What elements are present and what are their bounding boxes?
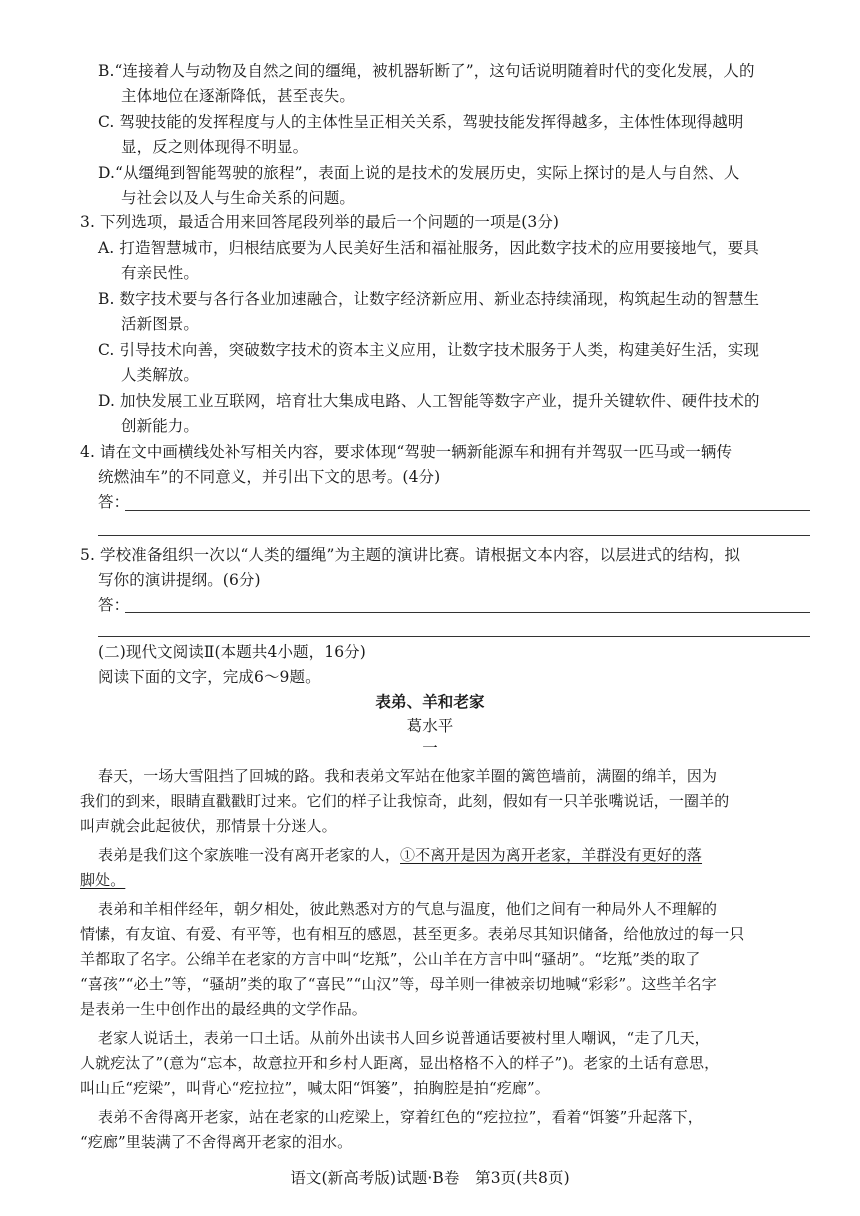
passage-author: 葛水平 [406, 717, 454, 735]
page-footer: 语文(新高考版)试题·B卷 第3页(共8页) [290, 1169, 570, 1187]
q4-answer-line-2[interactable] [98, 535, 810, 536]
q5-stem-line2: 写你的演讲提纲。(6分) [98, 571, 261, 589]
passage-p1-line3: 叫声就会此起彼伏，那情景十分迷人。 [80, 817, 337, 835]
q2-option-b-line1: B.“连接着人与动物及自然之间的缰绳，被机器斩断了”，这句话说明随着时代的变化发展，人的 [98, 62, 755, 80]
q3-option-b-line1: B. 数字技术要与各行各业加速融合，让数字经济新应用、新业态持续涌现，构筑起生动的智慧生 [98, 290, 760, 308]
passage-p3-line2: 情愫，有友谊、有爱、有平等，也有相互的感恩，甚至更多。表弟尽其知识储备，给他放过的每一只 [80, 925, 745, 943]
q3-option-c-line2: 人类解放。 [121, 366, 200, 384]
q2-option-c-line2: 显，反之则体现得不明显。 [121, 138, 309, 156]
q3-option-a-line1: A. 打造智慧城市，归根结底要为人民美好生活和福祉服务，因此数字技术的应用要接地气，要具 [98, 239, 759, 257]
q4-answer-line-1[interactable] [125, 510, 810, 511]
passage-p4-line1: 老家人说话土，表弟一口土话。从前外出读书人回乡说普通话要被村里人嘲讽，“走了几天， [98, 1029, 710, 1047]
passage-p2-underlined-1: ①不离开是因为离开老家，羊群没有更好的落 [400, 846, 703, 864]
passage-p2-start: 表弟是我们这个家族唯一没有离开老家的人， [98, 846, 401, 864]
passage-p1-line2: 我们的到来，眼睛直戳戳盯过来。它们的样子让我惊奇，此刻，假如有一只羊张嘴说话，一圈羊的 [80, 792, 730, 810]
q2-option-c-line1: C. 驾驶技能的发挥程度与人的主体性呈正相关关系，驾驶技能发挥得越多，主体性体现得越明 [98, 113, 744, 131]
section-heading: (二)现代文阅读Ⅱ(本题共4小题，16分) [98, 643, 366, 661]
q2-option-d-line1: D.“从缰绳到智能驾驶的旅程”，表面上说的是技术的发展历史，实际上探讨的是人与自然、人 [98, 164, 740, 182]
passage-p5-line1: 表弟不舍得离开老家，站在老家的山疙梁上，穿着红色的“疙拉拉”，看着“饵篓”升起落下， [98, 1108, 703, 1126]
q4-stem-line2: 统燃油车”的不同意义，并引出下文的思考。(4分) [98, 468, 441, 486]
q4-answer-label: 答： [98, 493, 130, 511]
passage-p3-line5: 是表弟一生中创作出的最经典的文学作品。 [80, 1000, 367, 1018]
section-instruction: 阅读下面的文字，完成6～9题。 [98, 668, 321, 686]
passage-p4-line3: 叫山丘“疙梁”，叫背心“疙拉拉”，喊太阳“饵篓”，拍胸腔是拍“疙廊”。 [80, 1079, 550, 1097]
passage-p3-line4: “喜孩”“必土”等，“骚胡”类的取了“喜民”“山汉”等，母羊则一律被亲切地喊“彩彩”。这些羊名字 [80, 975, 717, 993]
passage-p5-line2: “疙廊”里装满了不舍得离开老家的泪水。 [80, 1133, 353, 1151]
q4-stem-line1: 4. 请在文中画横线处补写相关内容，要求体现“驾驶一辆新能源车和拥有并驾驭一匹马或一辆传 [80, 443, 733, 461]
q3-option-d-line2: 创新能力。 [121, 417, 200, 435]
q5-answer-line-2[interactable] [98, 636, 810, 637]
passage-p4-line2: 人就疙汰了”(意为“忘本，故意拉开和乡村人距离，显出格格不入的样子”)。老家的土话有意思， [80, 1054, 720, 1072]
passage-p2-line1 [98, 845, 702, 865]
passage-p3-line3: 羊都取了名字。公绵羊在老家的方言中叫“圪羝”，公山羊在方言中叫“骚胡”。“圪羝”类的取了 [80, 950, 701, 968]
passage-title: 表弟、羊和老家 [375, 692, 485, 711]
q5-answer-label: 答： [98, 596, 130, 614]
q3-option-b-line2: 活新图景。 [121, 315, 200, 333]
q2-option-b-line2: 主体地位在逐渐降低，甚至丧失。 [121, 87, 356, 105]
passage-part-number: 一 [422, 739, 438, 757]
q3-option-d-line1: D. 加快发展工业互联网，培育壮大集成电路、人工智能等数字产业，提升关键软件、硬件技术的 [98, 392, 760, 410]
q3-stem: 3. 下列选项，最适合用来回答尾段列举的最后一个问题的一项是(3分) [80, 213, 560, 231]
q3-option-a-line2: 有亲民性。 [121, 264, 200, 282]
passage-p2-underlined-2: 脚处。 [80, 871, 126, 889]
q2-option-d-line2: 与社会以及人与生命关系的问题。 [121, 189, 356, 207]
passage-p1-line1: 春天，一场大雪阻挡了回城的路。我和表弟文军站在他家羊圈的篱笆墙前，满圈的绵羊，因为 [98, 767, 718, 785]
q3-option-c-line1: C. 引导技术向善，突破数字技术的资本主义应用，让数字技术服务于人类，构建美好生活，实现 [98, 341, 760, 359]
q5-stem-line1: 5. 学校准备组织一次以“人类的缰绳”为主题的演讲比赛。请根据文本内容，以层进式的结构，拟 [80, 546, 741, 564]
q5-answer-line-1[interactable] [125, 612, 810, 613]
passage-p3-line1: 表弟和羊相伴经年，朝夕相处，彼此熟悉对方的气息与温度，他们之间有一种局外人不理解的 [98, 900, 718, 918]
